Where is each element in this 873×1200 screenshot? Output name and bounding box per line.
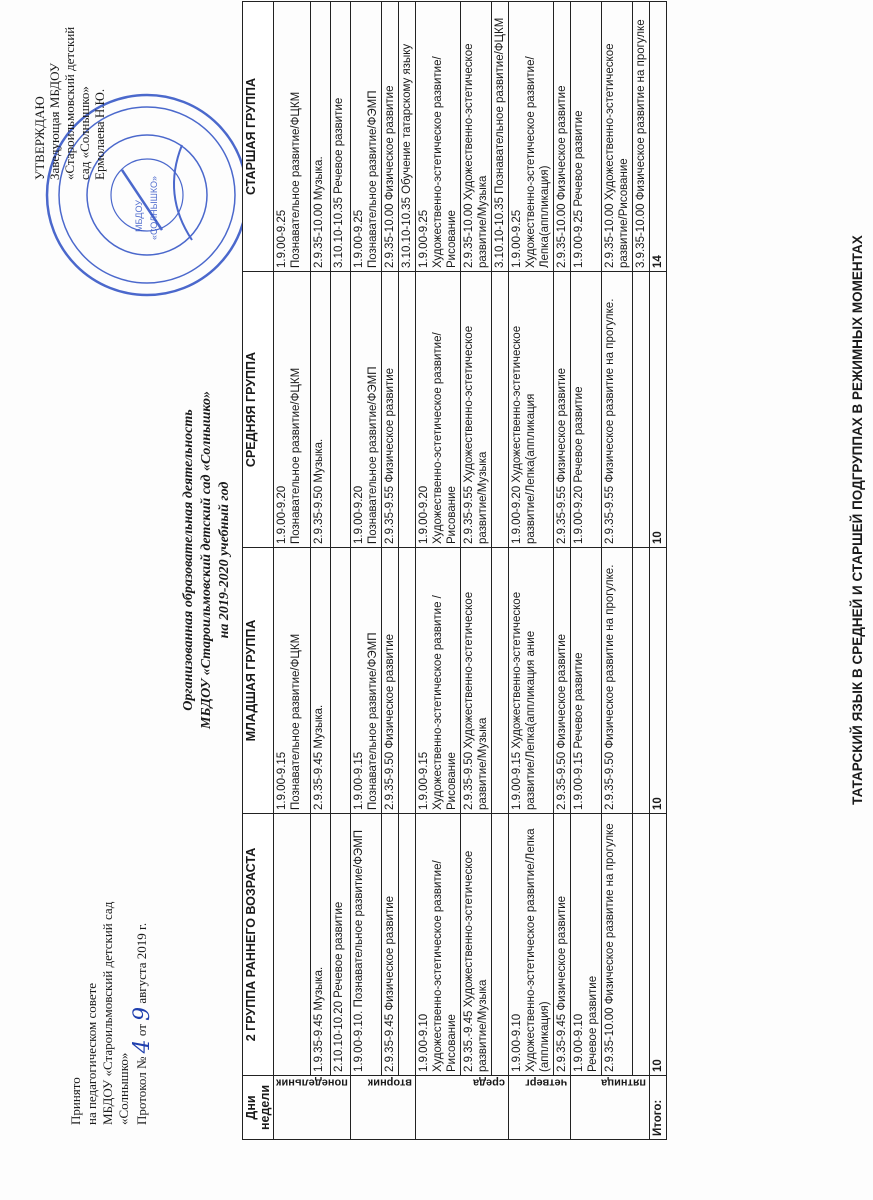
table-cell: 1.9.00-9.15 Художественно-эстетическое развитие /Рисование (415, 548, 460, 814)
table-cell: 3.10.10-10.35 Обучение татарскому языку (398, 2, 415, 272)
total-label: Итого: (649, 1076, 666, 1140)
approved-line-2: Заведующая МБДОУ (47, 62, 62, 180)
accepted-line-1: Принято (68, 1077, 83, 1125)
table-cell: 3.9.35-10.00 Физическое развитие на прогулке (632, 2, 649, 272)
table-row (330, 2, 350, 1140)
table-cell: 1.9.00-9.10 Художественно-эстетическое развитие/Рисование (415, 814, 460, 1076)
table-row (508, 2, 553, 1140)
accepted-line-3: МБДОУ «Староильмовский детский сад (100, 901, 115, 1125)
header-group-middle: СРЕДНЯЯ ГРУППА (243, 272, 274, 548)
protocol-line (130, 795, 155, 1125)
table-cell: 3.10.10-10.35 Речевое развитие (330, 2, 350, 272)
total-middle: 10 (649, 272, 666, 548)
protocol-number: 4 (130, 1039, 155, 1054)
day-friday: пятница (570, 1076, 649, 1140)
table-cell (330, 548, 350, 814)
approved-line-1: УТВЕРЖДАЮ (32, 96, 47, 180)
table-row (398, 2, 415, 1140)
table-cell (632, 548, 649, 814)
table-row (632, 2, 649, 1140)
approved-line-4: сад «Солнышко» (77, 86, 92, 180)
table-cell: 1.9.00-9.15 Речевое развитие (570, 548, 601, 814)
day-thursday: четверг (508, 1076, 570, 1140)
header-days: Дни недели (243, 1076, 274, 1140)
table-cell: 2.9.35-9.55 Физическое развитие (553, 272, 570, 548)
table-cell: 2.9.35-10.00 Физическое развитие (553, 2, 570, 272)
day-monday: понедельник (274, 1076, 351, 1140)
table-cell: 1.9.00-9.20 Познавательное развитие/ФЭМП (350, 272, 381, 548)
accepted-line-4: «Солнышко» (116, 1052, 131, 1125)
protocol-from: от (134, 1024, 149, 1037)
table-cell: 2.9.35.-9.45 Художественно-эстетическое развитие/Музыка (460, 814, 491, 1076)
protocol-day: 9 (130, 1006, 155, 1021)
table-cell: 1.9.00-9.10 Художественно-эстетическое развитие/Лепка (аппликация) (508, 814, 553, 1076)
table-cell: 2.9.35-10.00 Физическое развитие на прогулке (601, 814, 632, 1076)
table-row (415, 2, 460, 1140)
table-cell: 1.9.00-9.25 Речевое развитие (570, 2, 601, 272)
table-cell (398, 814, 415, 1076)
table-row (553, 2, 570, 1140)
table-row (350, 2, 381, 1140)
table-cell: 2.9.35-9.55 Художественно-эстетическое развитие/Музыка (460, 272, 491, 548)
svg-text:МБДОУ: МБДОУ (134, 199, 144, 232)
title-line-3: на 2019-2020 учебный год (217, 481, 232, 639)
table-cell (632, 814, 649, 1076)
table-cell: 2.9.35-9.50 Физическое развитие (553, 548, 570, 814)
table-row (491, 2, 508, 1140)
table-cell (274, 814, 311, 1076)
total-junior: 10 (649, 548, 666, 814)
table-cell: 1.9.00-9.15 Познавательное развитие/ФЦКМ (274, 548, 311, 814)
table-cell: 1.9.00-9.15 Художественно-эстетическое развитие/Лепка(аппликация ание (508, 548, 553, 814)
approved-line-5: Ермолаева Н.Ю. (92, 88, 107, 180)
table-cell: 2.9.35-9.55 Физическое развитие (381, 272, 398, 548)
svg-text:«СОЛНЫШКО»: «СОЛНЫШКО» (149, 176, 159, 240)
table-cell: 2.9.35-9.55 Физическое развитие на прогулке. (601, 272, 632, 548)
table-cell: 1.9.00-9.20 Художественно-эстетическое развитие/Рисование (415, 272, 460, 548)
table-cell: 1.9.00-9.25 Познавательное развитие/ФЭМП (350, 2, 381, 272)
table-cell (491, 814, 508, 1076)
footer-title: ТАТАРСКИЙ ЯЗЫК В СРЕДНЕЙ И СТАРШЕЙ ПОДГРУППАХ В РЕЖИМНЫХ МОМЕНТАХ (850, 235, 865, 805)
table-cell (398, 272, 415, 548)
table-cell: 2.9.35-10.00 Физическое развитие (381, 2, 398, 272)
total-early: 10 (649, 814, 666, 1076)
table-row (570, 2, 601, 1140)
table-cell (330, 272, 350, 548)
table-row (381, 2, 398, 1140)
table-row (460, 2, 491, 1140)
table-cell: 1.9.00-9.25 Художественно-эстетическое развитие/Лепка(аппликация) (508, 2, 553, 272)
title-line-2: МБДОУ «Староильмовский детский сад «Солнышко» (199, 391, 214, 729)
table-cell: 2.9.35-9.50 Физическое развитие (381, 548, 398, 814)
accepted-line-2: на педагогическом совете (84, 982, 99, 1125)
table-cell: 2.10.10-10.20 Речевое развитие (330, 814, 350, 1076)
approved-line-3: «Староильмовский детский (62, 26, 77, 180)
approved-block (32, 0, 107, 180)
table-cell: 2.9.35-10.00 Художественно-эстетическое развитие/Музыка (460, 2, 491, 272)
document-title (180, 160, 234, 960)
table-cell: 3.10.10-10.35 Познавательное развитие/ФЦКМ (491, 2, 508, 272)
protocol-date: августа 2019 г. (134, 922, 149, 1004)
table-cell: 2.9.35-9.45 Физическое развитие (553, 814, 570, 1076)
title-line-1: Организованная образовательная деятельность (181, 409, 196, 711)
total-senior: 14 (649, 2, 666, 272)
day-wednesday: среда (415, 1076, 508, 1140)
table-cell: 1.9.35-9.45 Музыка. (310, 814, 330, 1076)
header-row (243, 2, 274, 1140)
accepted-block (68, 795, 155, 1125)
table-cell: 2.9.35-9.50 Художественно-эстетическое развитие/Музыка (460, 548, 491, 814)
schedule-table (242, 1, 667, 1140)
table-cell (632, 272, 649, 548)
table-row (274, 2, 311, 1140)
table-row (310, 2, 330, 1140)
table-cell: 2.9.35-10.00 Художественно-эстетическое развитие/Рисование (601, 2, 632, 272)
table-cell: 1.9.00-9.10. Познавательное развитие/ФЭМП (350, 814, 381, 1076)
table-cell: 2.9.35-9.50 Музыка. (310, 272, 330, 548)
header-group-early: 2 ГРУППА РАННЕГО ВОЗРАСТА (243, 814, 274, 1076)
table-cell: 1.9.00-9.25 Познавательное развитие/ФЦКМ (274, 2, 311, 272)
table-cell: 2.9.35-10.00 Музыка. (310, 2, 330, 272)
table-cell (398, 548, 415, 814)
table-cell (491, 548, 508, 814)
table-cell: 2.9.35-9.50 Физическое развитие на прогулке. (601, 548, 632, 814)
protocol-prefix: Протокол № (134, 1056, 149, 1125)
header-group-senior: СТАРШАЯ ГРУППА (243, 2, 274, 272)
header-group-junior: МЛАДШАЯ ГРУППА (243, 548, 274, 814)
table-cell: 1.9.00-9.20 Речевое развитие (570, 272, 601, 548)
table-cell: 2.9.35-9.45 Музыка. (310, 548, 330, 814)
table-cell: 1.9.00-9.20 Познавательное развитие/ФЦКМ (274, 272, 311, 548)
table-cell: 1.9.00-9.15 Познавательное развитие/ФЭМП (350, 548, 381, 814)
table-cell (491, 272, 508, 548)
table-cell: 1.9.00-9.20 Художественно-эстетическое развитие/Лепка(аппликация (508, 272, 553, 548)
table-cell: 1.9.00-9.25 Художественно-эстетическое развитие/Рисование (415, 2, 460, 272)
total-row (649, 2, 666, 1140)
table-row (601, 2, 632, 1140)
table-cell: 2.9.35-9.45 Физическое развитие (381, 814, 398, 1076)
table-cell: 1.9.00-9.10 Речевое развитие (570, 814, 601, 1076)
day-tuesday: вторник (350, 1076, 415, 1140)
